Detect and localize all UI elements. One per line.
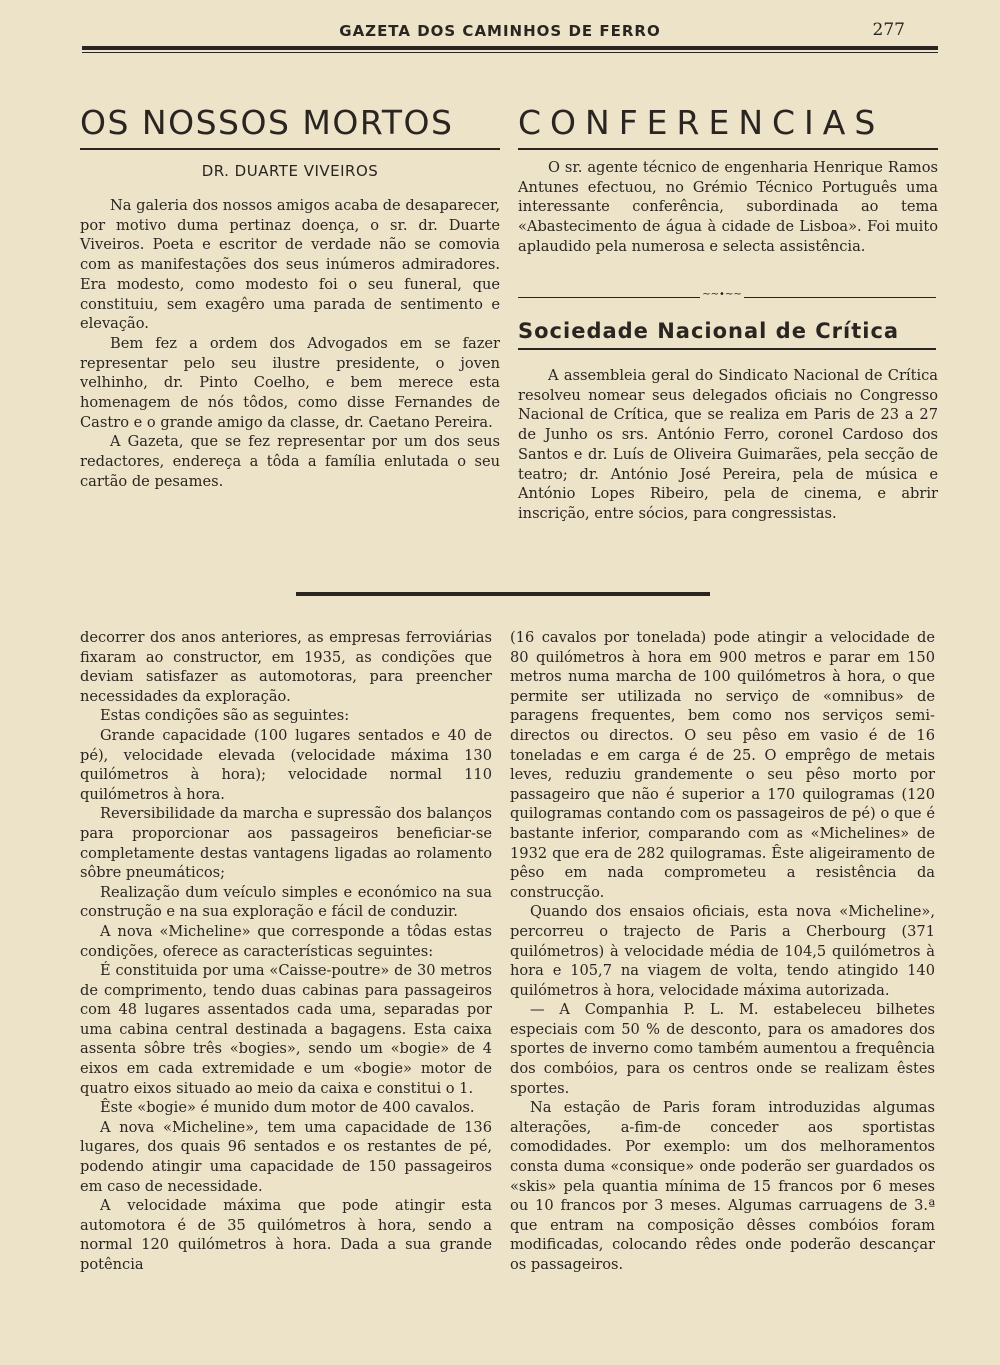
article-paragraph: — A Companhia P. L. M. estabeleceu bilhetes especiais com 50 % de desconto, para os amadores dos sportes de inverno como também aumentou a frequência dos combóios, para os centros onde se realizam êstes sportes.	[510, 1001, 935, 1097]
article-paragraph: A nova «Micheline» que corresponde a tôdas estas condições, oferece as características seguintes:	[80, 922, 492, 960]
header-rule-thin	[82, 52, 938, 53]
obituary-body	[80, 196, 500, 492]
obituary-paragraph: A Gazeta, que se fez representar por um dos seus redactores, endereça a tôda a família enlutada o seu cartão de pesames.	[80, 433, 500, 490]
society-body	[518, 366, 938, 524]
obituary-subheading: DR. DUARTE VIVEIROS	[201, 162, 379, 180]
conferences-paragraph: O sr. agente técnico de engenharia Henrique Ramos Antunes efectuou, no Grémio Técnico Português uma interessante conferência, subordinada ao tema «Abastecimento de água à cidade de Lisboa». Foi muito aplaudido pela numerosa e selecta assistência.	[518, 159, 938, 255]
article-paragraph: Realização dum veículo simples e económico na sua construção e na sua exploração e fácil de conduzir.	[80, 883, 492, 921]
publication-title: GAZETA DOS CAMINHOS DE FERRO	[339, 22, 661, 40]
ornament-icon: ~~•~~	[700, 289, 744, 303]
article-paragraph: Na estação de Paris foram introduzidas algumas alterações, a-fim-de conceder aos sportistas comodidades. Por exemplo: um dos melhoramentos consta duma «consique» onde poderão ser guardados os «skis» pela quantia mínima de 15 francos por 6 meses ou 10 francos por 3 meses. Algumas carruagens de 3.ª que entram na composição dêsses combóios foram modificadas, colocando rêdes onde poderão descançar os passageiros.	[510, 1099, 935, 1273]
header-rule	[82, 46, 938, 50]
article-paragraph: Êste «bogie» é munido dum motor de 400 cavalos.	[100, 1099, 475, 1117]
article-paragraph: Quando dos ensaios oficiais, esta nova «Micheline», percorreu o trajecto de Paris a Cherbourg (371 quilómetros) à velocidade média de 104,5 quilómetros à hora e 105,7 na viagem de volta, tendo atingido 140 quilómetros à hora, velocidade máxima autorizada.	[510, 903, 935, 999]
article-paragraph: É constituida por uma «Caisse-poutre» de 30 metros de comprimento, tendo duas cabinas para passageiros com 48 lugares assentados cada uma, separadas por uma cabina central destinada a bagagens. Esta caixa assenta sôbre três «bogies», sendo um «bogie» de 4 eixos em cada extremidade e um «bogie» motor de quatro eixos situado ao meio da caixa e constitui o 1.	[80, 962, 492, 1097]
society-heading: Sociedade Nacional de Crítica	[518, 314, 936, 350]
article-paragraph: Reversibilidade da marcha e supressão dos balanços para proporcionar aos passageiros beneficiar-se completamente destas vantagens ligadas ao rolamento sôbre pneumáticos;	[80, 805, 492, 882]
page-number: 277	[872, 20, 905, 40]
main-article-right-column	[510, 628, 935, 1275]
article-paragraph: decorrer dos anos anteriores, as empresas ferroviárias fixaram ao constructor, em 1935, as condições que deviam satisfazer as automotoras, para preencher necessidades da exploração.	[80, 629, 492, 705]
society-paragraph: A assembleia geral do Sindicato Nacional de Crítica resolveu nomear seus delegados oficiais no Congresso Nacional de Crítica, que se realiza em Paris de 23 a 27 de Junho os srs. António Ferro, coronel Cardoso dos Santos e dr. Luís de Oliveira Guimarães, pela secção de teatro; dr. António José Pereira, pela de música e António Lopes Ribeiro, pela de cinema, e abrir inscrição, entre sócios, para congressistas.	[518, 367, 938, 522]
article-paragraph: Grande capacidade (100 lugares sentados e 40 de pé), velocidade elevada (velocidade máxima 130 quilómetros à hora); velocidade normal 110 quilómetros à hora.	[80, 726, 492, 803]
obituary-paragraph: Na galeria dos nossos amigos acaba de desaparecer, por motivo duma pertinaz doença, o sr. dr. Duarte Viveiros. Poeta e escritor de verdade não se comovia com as manifestações dos seus inúmeros admiradores. Era modesto, como modesto foi o seu funeral, que constituiu, sem exagêro uma parada de sentimento e elevação.	[80, 197, 500, 333]
article-paragraph: Estas condições são as seguintes:	[100, 707, 350, 725]
article-paragraph: (16 cavalos por tonelada) pode atingir a velocidade de 80 quilómetros à hora em 900 metros e parar em 150 metros numa marcha de 100 quilómetros à hora, o que permite ser utilizada no serviço de «omnibus» de paragens frequentes, bem como nos serviços semi-directos ou directos. O seu pêso em vasio é de 16 toneladas e em carga é de 25. O emprêgo de metais leves, reduziu grandemente o seu pêso morto por passageiro que não é superior a 170 quilogramas (120 quilogramas contando com os passageiros de pé) o que é bastante inferior, comparando com as «Michelines» de 1932 que era de 282 quilogramas. Êste aligeiramento de pêso em nada comprometeu a resistência da construcção.	[510, 629, 935, 901]
main-article-left-column	[80, 628, 492, 1275]
article-paragraph: A velocidade máxima que pode atingir esta automotora é de 35 quilómetros à hora, sendo a normal 120 quilómetros à hora. Dada a sua grande potência	[80, 1197, 492, 1273]
obituary-heading: OS NOSSOS MORTOS	[80, 100, 500, 150]
article-divider	[296, 592, 710, 596]
article-paragraph: A nova «Micheline», tem uma capacidade de 136 lugares, dos quais 96 sentados e os restantes de pé, podendo atingir uma capacidade de 150 passageiros em caso de necessidade.	[80, 1118, 492, 1195]
conferences-heading: CONFERENCIAS	[518, 100, 938, 150]
obituary-paragraph: Bem fez a ordem dos Advogados em se fazer representar pelo seu ilustre presidente, o joven velhinho, dr. Pinto Coelho, e bem merece esta homenagem de nós tôdos, como disse Fernandes de Castro e o grande amigo da classe, dr. Caetano Pereira.	[80, 334, 500, 431]
conferences-body	[518, 158, 938, 257]
